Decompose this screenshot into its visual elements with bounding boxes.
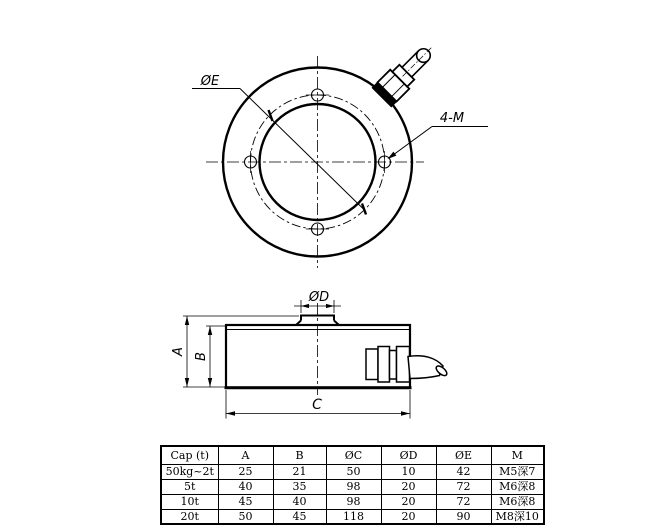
cell-b: 45	[273, 509, 326, 524]
cell-b: 40	[273, 494, 326, 509]
cell-a: 45	[218, 494, 273, 509]
cell-phi-d: 20	[381, 494, 436, 509]
col-header-cap: Cap (t)	[161, 446, 218, 464]
table-row	[161, 509, 544, 524]
phi-e-label: ØE	[200, 74, 220, 89]
cell-phi-d: 20	[381, 479, 436, 494]
cell-phi-c: 98	[326, 479, 381, 494]
cell-m: M6深8	[491, 494, 544, 509]
table-row	[161, 479, 544, 494]
cell-a: 25	[218, 464, 273, 479]
spec-table	[160, 445, 545, 525]
cell-capacity: 10t	[161, 494, 218, 509]
cell-phi-e: 90	[436, 509, 491, 524]
cell-b: 21	[273, 464, 326, 479]
dim-b-label: B	[194, 352, 209, 361]
col-header-phi-d: ØD	[381, 446, 436, 464]
col-header-phi-c: ØC	[326, 446, 381, 464]
col-header-m: M	[491, 446, 544, 464]
phi-d-label: ØD	[308, 290, 330, 305]
cable-connector-top-icon	[371, 38, 441, 108]
cell-capacity: 20t	[161, 509, 218, 524]
cell-m: M6深8	[491, 479, 544, 494]
table-row	[161, 494, 544, 509]
cell-phi-d: 10	[381, 464, 436, 479]
cell-b: 35	[273, 479, 326, 494]
col-header-b: B	[273, 446, 326, 464]
table-row	[161, 464, 544, 479]
cell-capacity: 50kg~2t	[161, 464, 218, 479]
cell-phi-c: 118	[326, 509, 381, 524]
dim-a-label: A	[171, 347, 186, 356]
cell-phi-e: 72	[436, 494, 491, 509]
cable-gland	[366, 347, 448, 383]
dim-c	[226, 390, 410, 419]
side-view	[171, 290, 448, 419]
top-view	[192, 38, 488, 268]
cell-phi-d: 20	[381, 509, 436, 524]
cell-phi-e: 72	[436, 479, 491, 494]
col-header-a: A	[218, 446, 273, 464]
cell-phi-e: 42	[436, 464, 491, 479]
cell-phi-c: 98	[326, 494, 381, 509]
cell-a: 40	[218, 479, 273, 494]
cell-phi-c: 50	[326, 464, 381, 479]
cell-m: M8深10	[491, 509, 544, 524]
four-m-label: 4-M	[439, 111, 465, 126]
spec-table-header-row	[161, 446, 544, 464]
cell-a: 50	[218, 509, 273, 524]
cell-m: M5深7	[491, 464, 544, 479]
dim-c-label: C	[312, 397, 322, 413]
dim-b	[194, 326, 225, 387]
leader-arrowhead	[388, 152, 397, 159]
phi-e-dimension	[192, 74, 366, 215]
cell-capacity: 5t	[161, 479, 218, 494]
col-header-phi-e: ØE	[436, 446, 491, 464]
